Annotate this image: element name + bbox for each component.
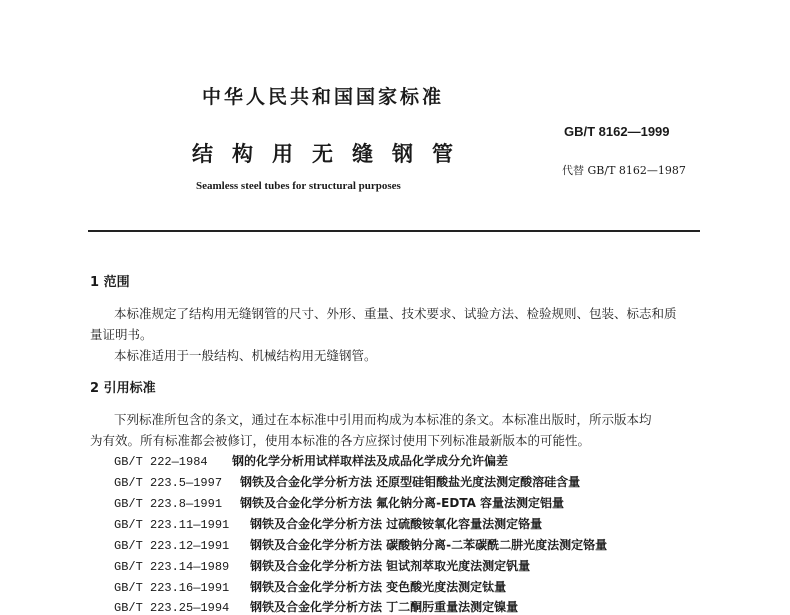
- reference-item: [114, 598, 518, 615]
- section-2-intro-line-1: 下列标准所包含的条文，通过在本标准中引用而构成为本标准的条文。本标准出版时，所示版本均: [114, 412, 652, 427]
- reference-title: 钢铁及合金化学分析方法 丁二酮肟重量法测定镍量: [250, 600, 519, 614]
- reference-item: [114, 473, 580, 490]
- reference-code: GB/T 222—1984: [114, 455, 208, 469]
- section-2-heading: 2 引用标准: [90, 381, 156, 396]
- reference-title: 钢铁及合金化学分析方法 氟化钠分离-EDTA 容量法测定铝量: [240, 496, 565, 510]
- replaces-standard: 代替 GB/T 8162—1987: [562, 164, 686, 177]
- section-1-paragraph-1-line-2: 量证明书。: [90, 327, 153, 342]
- section-1-heading: 1 范围: [90, 275, 130, 290]
- reference-title: 钢铁及合金化学分析方法 过硫酸铵氧化容量法测定铬量: [250, 517, 543, 531]
- reference-item: [114, 515, 542, 532]
- section-2-intro-line-2: 为有效。所有标准都会被修订，使用本标准的各方应探讨使用下列标准最新版本的可能性。: [90, 433, 591, 448]
- national-standard-heading: 中华人民共和国国家标准: [202, 86, 445, 108]
- reference-title: 钢铁及合金化学分析方法 还原型硅钼酸盐光度法测定酸溶硅含量: [240, 475, 581, 489]
- reference-code: GB/T 223.12—1991: [114, 539, 230, 553]
- reference-title: 钢铁及合金化学分析方法 变色酸光度法测定钛量: [250, 580, 507, 594]
- reference-code: GB/T 223.25—1994: [114, 601, 230, 615]
- reference-title: 钢的化学分析用试样取样法及成品化学成分允许偏差: [232, 454, 509, 468]
- reference-item: [114, 452, 508, 469]
- section-1-paragraph-2: 本标准适用于一般结构、机械结构用无缝钢管。: [114, 348, 377, 363]
- document-title-cn: 结构用无缝钢管: [192, 142, 472, 166]
- reference-code: GB/T 223.16—1991: [114, 581, 230, 595]
- section-1-paragraph-1-line-1: 本标准规定了结构用无缝钢管的尺寸、外形、重量、技术要求、试验方法、检验规则、包装、标志和质: [114, 306, 677, 321]
- reference-item: [114, 494, 564, 511]
- reference-item: [114, 536, 607, 553]
- reference-code: GB/T 223.11—1991: [114, 518, 230, 532]
- reference-item: [114, 557, 530, 574]
- reference-code: GB/T 223.5—1997: [114, 476, 223, 490]
- document-title-en: Seamless steel tubes for structural purposes: [196, 180, 401, 192]
- reference-title: 钢铁及合金化学分析方法 碳酸钠分离-二苯碳酰二肼光度法测定铬量: [250, 538, 608, 552]
- reference-code: GB/T 223.8—1991: [114, 497, 223, 511]
- reference-item: [114, 578, 506, 595]
- reference-title: 钢铁及合金化学分析方法 钽试剂萃取光度法测定钒量: [250, 559, 531, 573]
- header-divider: [88, 230, 700, 232]
- reference-code: GB/T 223.14—1989: [114, 560, 230, 574]
- standard-number: GB/T 8162—1999: [564, 124, 670, 139]
